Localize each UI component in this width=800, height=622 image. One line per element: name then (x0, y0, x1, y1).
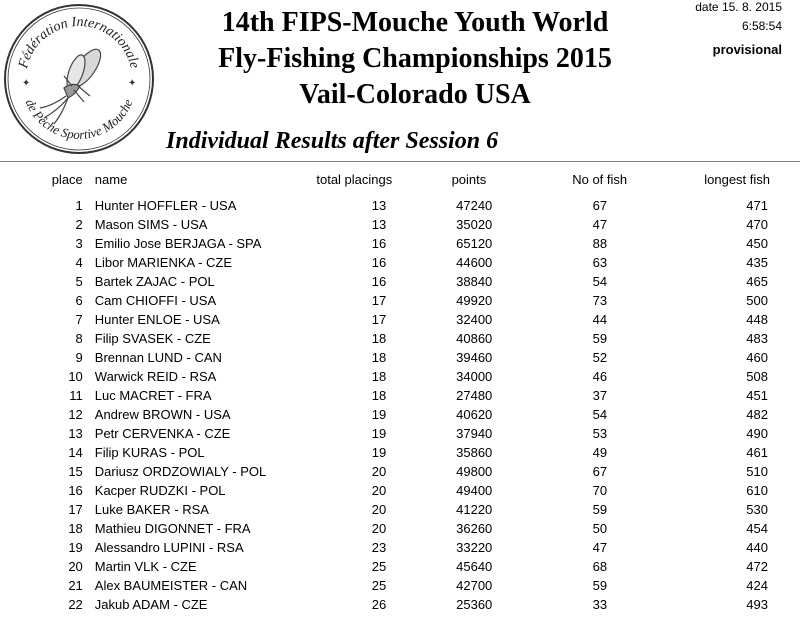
cell-longest: 482 (746, 407, 768, 422)
svg-text:✦: ✦ (22, 78, 31, 89)
cell-place: 7 (75, 312, 83, 327)
cell-fish: 63 (592, 255, 608, 270)
cell-points: 49920 (456, 293, 493, 308)
cell-fish: 67 (592, 198, 608, 213)
cell-fish: 54 (592, 274, 608, 289)
cell-points: 65120 (456, 236, 493, 251)
cell-placings: 26 (371, 597, 387, 612)
table-row (0, 196, 800, 215)
cell-name: Hunter ENLOE - USA (94, 312, 220, 327)
cell-placings: 18 (371, 331, 387, 346)
cell-fish: 73 (592, 293, 608, 308)
cell-longest: 471 (746, 198, 768, 213)
cell-placings: 20 (371, 483, 387, 498)
cell-placings: 17 (371, 312, 387, 327)
cell-name: Alex BAUMEISTER - CAN (94, 578, 248, 593)
cell-place: 2 (75, 217, 83, 232)
table-row (0, 405, 800, 424)
cell-points: 39460 (456, 350, 493, 365)
logo-text-top: Fédération Internationale (16, 14, 142, 70)
cell-name: Martin VLK - CZE (94, 559, 197, 574)
logo-text-bottom: de Pêche Sportive Mouche (22, 96, 136, 143)
cell-place: 17 (68, 502, 83, 517)
fips-mouche-logo (2, 2, 156, 156)
cell-longest: 530 (746, 502, 768, 517)
cell-longest: 490 (746, 426, 768, 441)
cell-fish: 88 (592, 236, 608, 251)
cell-fish: 46 (592, 369, 608, 384)
cell-points: 34000 (456, 369, 493, 384)
cell-name: Filip KURAS - POL (94, 445, 205, 460)
cell-longest: 461 (746, 445, 768, 460)
cell-place: 19 (68, 540, 83, 555)
cell-points: 47240 (456, 198, 493, 213)
cell-placings: 20 (371, 521, 387, 536)
cell-longest: 483 (746, 331, 768, 346)
col-placings-header: total placings (316, 172, 393, 187)
cell-longest: 435 (746, 255, 768, 270)
cell-longest: 424 (746, 578, 768, 593)
page-subtitle: Individual Results after Session 6 (166, 128, 499, 154)
table-row (0, 348, 800, 367)
cell-longest: 610 (746, 483, 768, 498)
cell-longest: 508 (746, 369, 768, 384)
cell-points: 32400 (456, 312, 493, 327)
cell-name: Petr CERVENKA - CZE (94, 426, 231, 441)
cell-name: Andrew BROWN - USA (94, 407, 231, 422)
cell-place: 22 (68, 597, 83, 612)
table-row (0, 538, 800, 557)
cell-name: Emilio Jose BERJAGA - SPA (94, 236, 262, 251)
cell-name: Dariusz ORDZOWIALY - POL (94, 464, 267, 479)
table-row (0, 576, 800, 595)
cell-points: 37940 (456, 426, 493, 441)
cell-fish: 53 (592, 426, 608, 441)
cell-longest: 451 (746, 388, 768, 403)
svg-text:✦: ✦ (128, 78, 137, 89)
col-fish-header: No of fish (572, 172, 628, 187)
report-date: date 15. 8. 2015 (695, 0, 782, 14)
cell-fish: 70 (592, 483, 608, 498)
table-row (0, 386, 800, 405)
col-place-header: place (51, 172, 83, 187)
cell-name: Jakub ADAM - CZE (94, 597, 208, 612)
cell-longest: 472 (746, 559, 768, 574)
cell-place: 5 (75, 274, 83, 289)
results-body (0, 196, 800, 614)
cell-name: Mason SIMS - USA (94, 217, 208, 232)
cell-fish: 47 (592, 540, 608, 555)
cell-points: 45640 (456, 559, 493, 574)
cell-place: 9 (75, 350, 83, 365)
cell-fish: 59 (592, 331, 608, 346)
cell-placings: 20 (371, 502, 387, 517)
results-table (0, 172, 800, 614)
report-time: 6:58:54 (741, 19, 782, 33)
table-row (0, 424, 800, 443)
cell-points: 36260 (456, 521, 493, 536)
cell-placings: 13 (371, 198, 387, 213)
cell-place: 16 (68, 483, 83, 498)
cell-fish: 33 (592, 597, 608, 612)
cell-fish: 50 (592, 521, 608, 536)
cell-longest: 454 (746, 521, 768, 536)
cell-placings: 25 (371, 559, 387, 574)
table-row (0, 500, 800, 519)
cell-name: Brennan LUND - CAN (94, 350, 222, 365)
cell-points: 40860 (456, 331, 493, 346)
cell-points: 49800 (456, 464, 493, 479)
cell-longest: 493 (746, 597, 768, 612)
cell-points: 41220 (456, 502, 493, 517)
cell-points: 27480 (456, 388, 493, 403)
cell-placings: 20 (371, 464, 387, 479)
col-points-header: points (451, 172, 487, 187)
cell-fish: 59 (592, 578, 608, 593)
cell-longest: 460 (746, 350, 768, 365)
cell-place: 14 (68, 445, 83, 460)
table-row (0, 462, 800, 481)
cell-points: 42700 (456, 578, 493, 593)
table-row (0, 291, 800, 310)
table-row (0, 272, 800, 291)
cell-fish: 37 (592, 388, 608, 403)
cell-placings: 13 (371, 217, 387, 232)
cell-place: 3 (75, 236, 83, 251)
table-row (0, 519, 800, 538)
cell-fish: 49 (592, 445, 608, 460)
cell-fish: 52 (592, 350, 608, 365)
status-label: provisional (712, 42, 782, 57)
table-row (0, 310, 800, 329)
table-row (0, 215, 800, 234)
cell-name: Bartek ZAJAC - POL (94, 274, 215, 289)
cell-place: 18 (68, 521, 83, 536)
cell-points: 25360 (456, 597, 493, 612)
title-line-3: Vail-Colorado USA (299, 79, 531, 110)
table-row (0, 557, 800, 576)
cell-place: 1 (75, 198, 83, 213)
cell-place: 15 (68, 464, 83, 479)
title-line-2: Fly-Fishing Championships 2015 (218, 43, 612, 74)
table-header-row (0, 172, 800, 196)
cell-place: 4 (75, 255, 83, 270)
cell-longest: 470 (746, 217, 768, 232)
cell-longest: 440 (746, 540, 768, 555)
cell-name: Hunter HOFFLER - USA (94, 198, 237, 213)
table-row (0, 443, 800, 462)
cell-placings: 18 (371, 369, 387, 384)
cell-points: 35020 (456, 217, 493, 232)
cell-points: 44600 (456, 255, 493, 270)
cell-longest: 510 (746, 464, 768, 479)
table-row (0, 595, 800, 614)
cell-name: Kacper RUDZKI - POL (94, 483, 226, 498)
cell-placings: 25 (371, 578, 387, 593)
cell-place: 21 (68, 578, 83, 593)
cell-place: 13 (68, 426, 83, 441)
cell-name: Warwick REID - RSA (94, 369, 217, 384)
table-row (0, 481, 800, 500)
col-name-header: name (94, 172, 128, 187)
cell-placings: 18 (371, 350, 387, 365)
table-row (0, 234, 800, 253)
cell-fish: 68 (592, 559, 608, 574)
cell-placings: 23 (371, 540, 387, 555)
cell-longest: 450 (746, 236, 768, 251)
cell-fish: 44 (592, 312, 608, 327)
cell-placings: 19 (371, 445, 387, 460)
cell-place: 20 (68, 559, 83, 574)
cell-name: Filip SVASEK - CZE (94, 331, 211, 346)
cell-points: 33220 (456, 540, 493, 555)
cell-fish: 67 (592, 464, 608, 479)
table-row (0, 329, 800, 348)
mayfly-icon (40, 45, 106, 124)
cell-placings: 16 (371, 274, 387, 289)
cell-points: 49400 (456, 483, 493, 498)
cell-place: 10 (68, 369, 83, 384)
cell-fish: 54 (592, 407, 608, 422)
header-divider (0, 161, 800, 162)
table-row (0, 253, 800, 272)
cell-name: Luc MACRET - FRA (94, 388, 212, 403)
cell-name: Cam CHIOFFI - USA (94, 293, 217, 308)
cell-place: 12 (68, 407, 83, 422)
cell-longest: 465 (746, 274, 768, 289)
title-line-1: 14th FIPS-Mouche Youth World (221, 7, 609, 38)
cell-name: Alessandro LUPINI - RSA (94, 540, 244, 555)
cell-place: 8 (75, 331, 83, 346)
cell-points: 40620 (456, 407, 493, 422)
cell-placings: 19 (371, 426, 387, 441)
cell-name: Luke BAKER - RSA (94, 502, 209, 517)
cell-place: 6 (75, 293, 83, 308)
cell-fish: 47 (592, 217, 608, 232)
cell-name: Libor MARIENKA - CZE (94, 255, 233, 270)
cell-name: Mathieu DIGONNET - FRA (94, 521, 251, 536)
cell-placings: 16 (371, 255, 387, 270)
cell-fish: 59 (592, 502, 608, 517)
cell-placings: 19 (371, 407, 387, 422)
cell-placings: 16 (371, 236, 387, 251)
table-row (0, 367, 800, 386)
cell-placings: 17 (371, 293, 387, 308)
cell-longest: 500 (746, 293, 768, 308)
col-longest-header: longest fish (704, 172, 770, 187)
cell-points: 38840 (456, 274, 493, 289)
cell-longest: 448 (746, 312, 768, 327)
cell-points: 35860 (456, 445, 493, 460)
cell-placings: 18 (371, 388, 387, 403)
cell-place: 11 (69, 388, 83, 403)
